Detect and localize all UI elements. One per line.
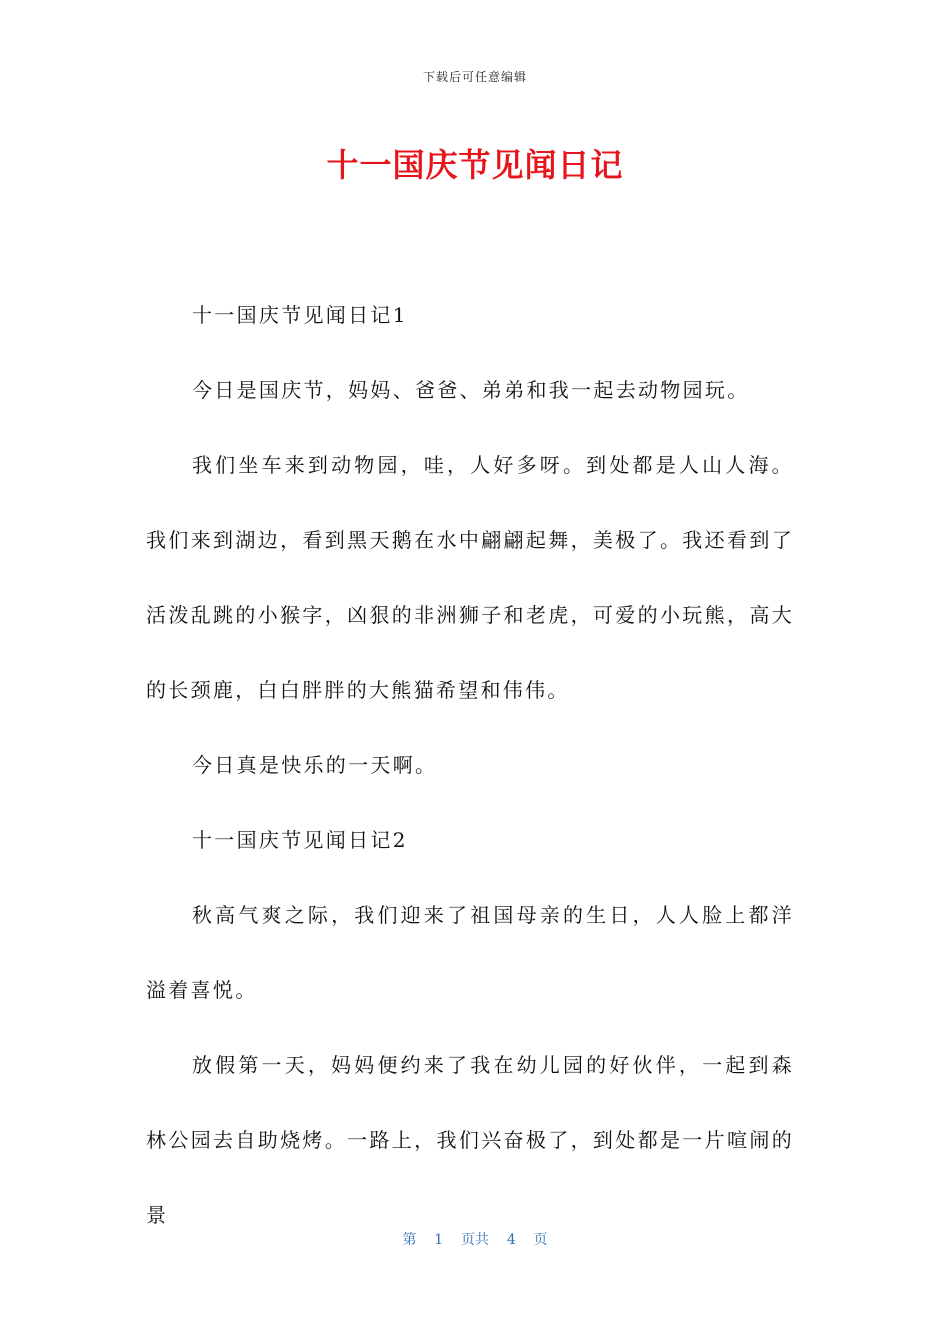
paragraph: 秋高气爽之际，我们迎来了祖国母亲的生日，人人脸上都洋溢着喜悦。 — [146, 903, 794, 1002]
paragraph-heading-2: 十一国庆节见闻日记2 — [192, 828, 408, 852]
page-label-middle: 页共 — [461, 1232, 489, 1248]
paragraph-heading-1: 十一国庆节见闻日记1 — [192, 303, 408, 327]
paragraph: 今日是国庆节，妈妈、爸爸、弟弟和我一起去动物园玩。 — [192, 378, 750, 402]
paragraph: 我们坐车来到动物园，哇，人好多呀。到处都是人山人海。我们来到湖边，看到黑天鹅在水中翩翩起舞，美极了。我还看到了活泼乱跳的小猴字，凶狠的非洲狮子和老虎，可爱的小玩熊，高大的长颈鹿，白白胖胖的大熊猫希望和伟伟。 — [146, 453, 794, 702]
header-note: 下载后可任意编辑 — [422, 70, 527, 84]
total-page-count: 4 — [506, 1232, 516, 1248]
paragraph: 今日真是快乐的一天啊。 — [192, 753, 438, 777]
page-label-suffix: 页 — [533, 1232, 548, 1248]
page-footer — [0, 1229, 950, 1249]
document-body — [146, 278, 794, 1253]
paragraph: 放假第一天，妈妈便约来了我在幼儿园的好伙伴，一起到森林公园去自助烧烤。一路上，我们兴奋极了，到处都是一片喧闹的景 — [146, 1053, 794, 1227]
current-page-number: 1 — [434, 1232, 444, 1248]
document-title: 十一国庆节见闻日记 — [326, 146, 624, 184]
page-label-prefix: 第 — [402, 1232, 417, 1248]
